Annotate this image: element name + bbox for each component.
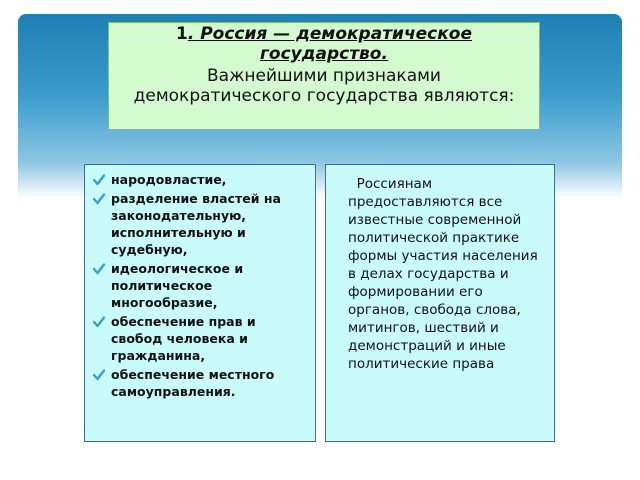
list-item-text: разделение властей на законодательную, исполнительную и судебную, — [111, 191, 281, 257]
checkmark-icon — [93, 193, 105, 205]
title-heading-part2: государство. — [260, 44, 388, 64]
list-item-text: обеспечение местного самоуправления. — [111, 367, 275, 399]
checkmark-icon — [93, 316, 105, 328]
checkmark-icon — [93, 369, 105, 381]
list-item-text: обеспечение прав и свобод человека и гражданина, — [111, 314, 256, 363]
list-item-text: идеологическое и политическое многообразие, — [111, 261, 244, 310]
checkmark-icon — [93, 263, 105, 275]
list-item-text: народовластие, — [111, 172, 227, 187]
checkmark-icon — [93, 174, 105, 186]
title-subtitle: Важнейшими признаками демократического государства являются: — [133, 66, 515, 106]
title-box — [108, 22, 540, 130]
list-item — [91, 171, 311, 188]
features-panel — [84, 164, 316, 442]
list-item — [91, 190, 311, 258]
list-item — [91, 366, 311, 400]
title-number: 1 — [176, 24, 188, 44]
rights-panel — [325, 164, 555, 442]
features-list — [85, 165, 315, 400]
rights-text: Россиянам предоставляются все известные современной политической практике формы участия населения в делах государства и формировании его органов, свобода слова, митингов, шествий и демонстраций и иные политические права — [348, 176, 542, 372]
list-item — [91, 313, 311, 364]
title-heading — [109, 24, 539, 44]
list-item — [91, 260, 311, 311]
title-heading-part1: . Россия — демократическое — [187, 24, 472, 44]
